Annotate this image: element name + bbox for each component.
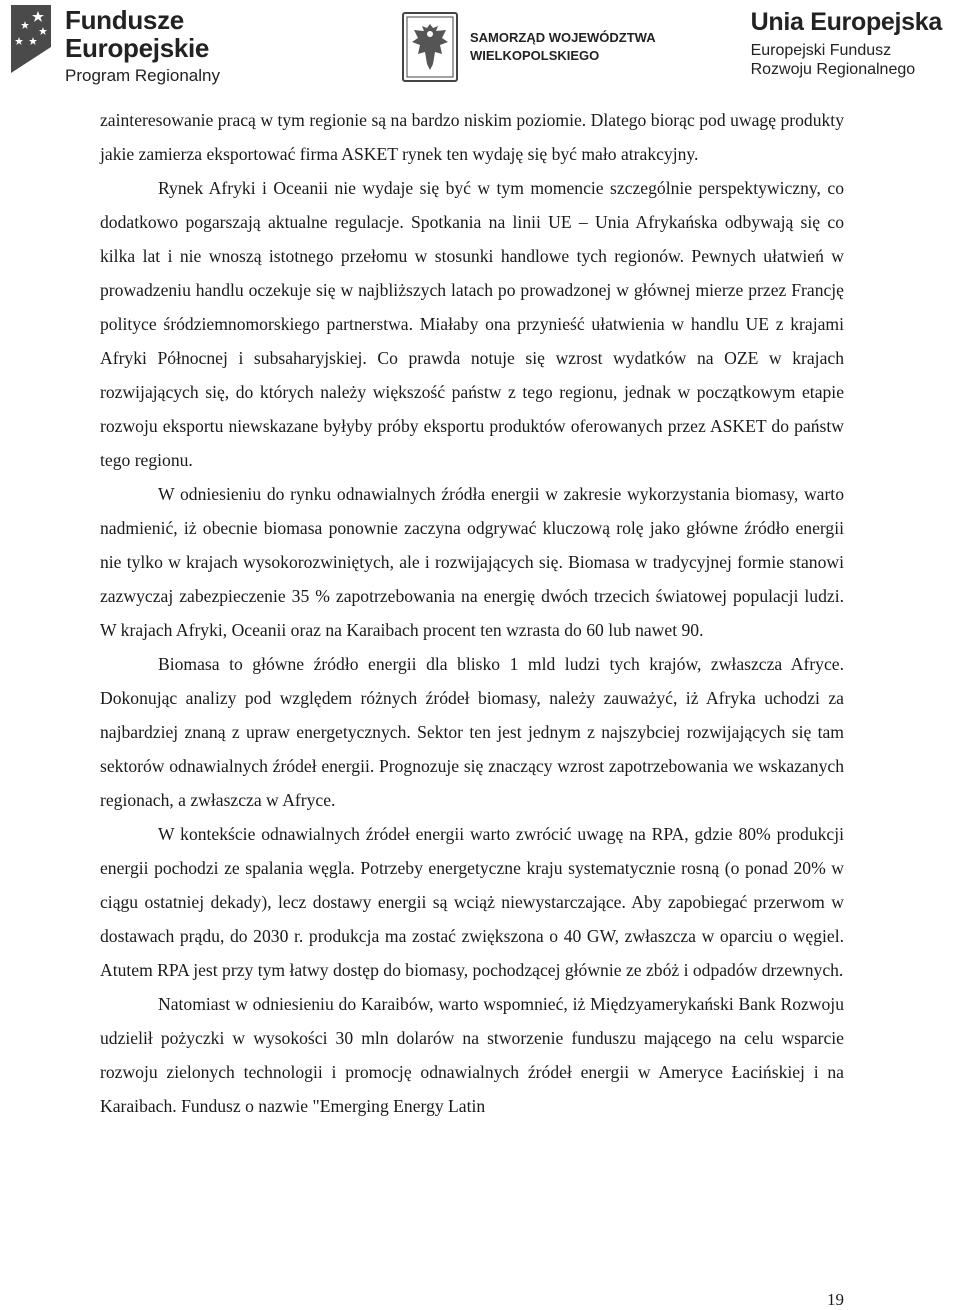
paragraph-caribbean: Natomiast w odniesieniu do Karaibów, warto wspomnieć, iż Międzyamerykański Bank Rozwoju udzielił pożyczki w wysokości 30 mln dolarów na stworzenie funduszu mającego na celu wsparcie rozwoju zielonych technologii i promocję odnawialnych źródeł energii w Ameryce Łacińskiej i na Karaibach. Fundusz o nazwie "Emerging Energy Latin: [100, 994, 844, 1116]
page-header: [0, 0, 960, 95]
fundusze-europejskie-logo: [5, 3, 220, 88]
ue-logo-line3: Rozwoju Regionalnego: [750, 61, 916, 78]
unia-europejska-logo: [751, 10, 942, 79]
eagle-crest-icon: [402, 12, 458, 82]
paragraph-biomass-africa: Biomasa to główne źródło energii dla blisko 1 mld ludzi tych krajów, zwłaszcza Afryce. Dokonując analizy pod względem różnych źródeł biomasy, należy zauważyć, iż Afryka uchodzi za najbardziej znaną z upraw energetycznych. Sektor ten jest jednym z najszybciej rozwijających się tam sektorów odnawialnych źródeł energii. Prognozuje się znaczący wzrost zapotrzebowania we wskazanych regionach, a zwłaszcza w Afryce.: [100, 654, 844, 810]
sw-logo-line1: SAMORZĄD WOJEWÓDZTWA: [470, 30, 656, 45]
paragraph-biomass-role: W odniesieniu do rynku odnawialnych źródła energii w zakresie wykorzystania biomasy, warto nadmienić, iż obecnie biomasa ponownie zaczyna odgrywać kluczową rolę jako główne źródło energii nie tylko w krajach wysokorozwiniętych, ale i rozwijających się. Biomasa w tradycyjnej formie stanowi zazwyczaj zabezpieczenie 35 % zapotrzebowania na energię dwóch trzecich światowej populacji ludzi. W krajach Afryki, Oceanii oraz na Karaibach procent ten wzrasta do 60 lub nawet 90.: [100, 484, 844, 640]
samorzad-wojewodztwa-logo: [402, 12, 656, 82]
fe-logo-line2: Europejskie: [65, 33, 210, 63]
fe-logo-line3: Program Regionalny: [65, 66, 220, 85]
ue-logo-line1: Unia Europejska: [750, 8, 942, 36]
paragraph-africa-oceania-market: Rynek Afryki i Oceanii nie wydaje się być w tym momencie szczególnie perspektywiczny, co dodatkowo pogarszają aktualne regulacje. Spotkania na linii UE – Unia Afrykańska odbywają się co kilka lat i nie wnoszą istotnego przełomu w stosunki handlowe tych regionów. Pewnych ułatwień w prowadzeniu handlu oczekuje się w najbliższych latach po prowadzonej w głównej mierze przez Francję polityce śródziemnomorskiego partnerstwa. Miałaby ona przynieść ułatwienia w handlu UE z krajami Afryki Północnej i subsaharyjskiej. Co prawda notuje się wzrost wydatków na OZE w krajach rozwijających się, do których należy większość państw z tego regionu, jednak w początkowym etapie rozwoju eksportu niewskazane byłyby próby eksportu produktów oferowanych przez ASKET do państw tego regionu.: [100, 178, 844, 470]
ue-logo-line2: Europejski Fundusz: [750, 42, 892, 59]
fe-logo-line1: Fundusze: [65, 5, 184, 35]
paragraph-rpa: W kontekście odnawialnych źródeł energii warto zwrócić uwagę na RPA, gdzie 80% produkcji energii pochodzi ze spalania węgla. Potrzeby energetyczne kraju systematycznie rosną (o ponad 20% w ciągu ostatniej dekady), lecz dostawy energii są wciąż niewystarczające. Aby zapobiegać przerwom w dostawach prądu, do 2030 r. produkcja ma zostać zwiększona o 40 GW, zwłaszcza w oparciu o węgiel. Atutem RPA jest przy tym łatwy dostęp do biomasy, pochodzącej głównie ze zbóż i odpadów drzewnych.: [100, 824, 844, 980]
document-body: [100, 103, 844, 1123]
fe-star-flag-icon: [5, 3, 57, 79]
page-number: 19: [827, 1290, 844, 1309]
sw-logo-text: [470, 29, 656, 65]
paragraph-continuation: zainteresowanie pracą w tym regionie są na bardzo niskim poziomie. Dlatego biorąc pod uwagę produkty jakie zamierza eksportować firma ASKET rynek ten wydaję się być mało atrakcyjny.: [100, 110, 844, 164]
sw-logo-line2: WIELKOPOLSKIEGO: [470, 48, 600, 63]
fe-logo-text: [65, 7, 220, 84]
